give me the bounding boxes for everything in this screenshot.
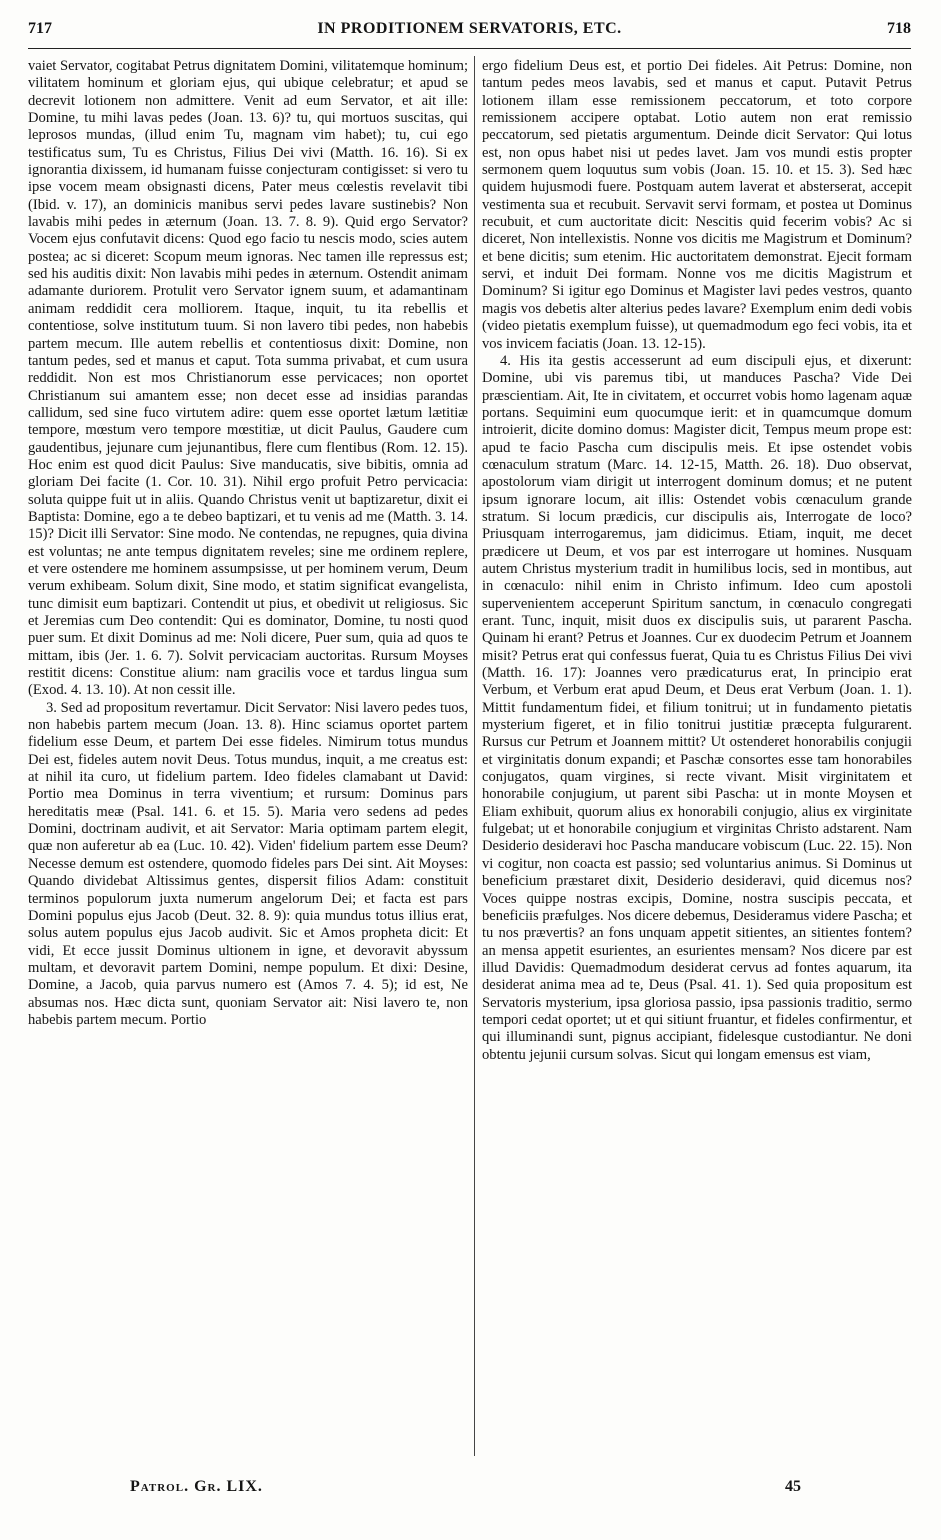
left-column <box>28 58 468 1456</box>
column-divider <box>474 56 475 1456</box>
paragraph: 4. His ita gestis accesserunt ad eum discipuli ejus, et dixerunt: Domine, ubi vis paremus tibi, ut manduces Pascha? Vide Dei præscientiam. Ait, Ite in civitatem, et occurret vobis homo lagenam aquæ portans. Sequimini eum quocumque ierit: et in quamcumque domum introierit, dicite domino domus: Magister dicit, Tempus meum prope est: apud te facio Pascha cum discipulis meis. Et ipse ostendet vobis cœnaculum stratum (Marc. 14. 12-15, Matth. 26. 18). Duo observat, apostolorum viam dirigit ut interrogent dominum domus; et ne putent ipsum ignorare locum, ait illis: Ostendet vobis cœnaculum grande stratum. Si locum prædicis, cur discipulis ais, Interrogate de loco? Priusquam interrogaremus, jam didicimus. Etiam, inquit, me decet prædicere ut Deum, et vos par est interrogare ut homines. Nusquam autem Christus mysterium tradit in humilibus locis, sed in montibus, aut in cœnaculo: nihil enim in Christo infimum. Ideo cum apostoli supervenientem acceperunt Spiritum sanctum, in cœnaculo congregati erant. Tunc, inquit, misit duos ex discipulis suis, ut pararent Pascha. Quinam hi erant? Petrus et Joannes. Cur ex duodecim Petrum et Joannem misit? Petrus erat qui confessus fuerat, Quia tu es Christus Filius Dei vivi (Matth. 16. 17): Joannes vero prædicaturus erat, In principio erat Verbum, et Verbum erat apud Deum, et Deus erat Verbum (Joan. 1. 1). Mittit fundamentum fidei, et filium tonitrui; ut in fundamento pietatis mysterium figeret, et in filio tonitrui justitiæ præcepta fulgurarent. Rursus cur Petrum et Joannem mittit? Ut ostenderet honorabilis conjugii et virginitatis donum expandi; et Paschæ consortes esse tam honorabiles conjugatos, quam virgines, si recte vivant. Misit virginitatem et honorabile conjugium, ut parent sibi Pascha: ut in monte Moysen et Eliam exhibuit, quorum alius ex honorabili conjugio, alius ex virginitate fulgebat; ut et honorabile conjugium et virginitas Christo adstarent. Nam Desiderio desideravi hoc Pascha manducare vobiscum (Luc. 22. 15). Non vi cogitur, non coacta est passio; sed voluntarius animus. Si Dominus ut beneficium præstaret dixit, Desiderio desideravi, quid dicemus nos? Voces quippe nostras excipis, Domine, nostra suscipis peccata, et beneficiis præfulges. Nos dicere debemus, Desideramus videre Pascha; et tu nos prævertis? an fons unquam appetit sitientes, an sitientes fontem? an mensa appetit esurientes, an esurientes mensam? Nos dicere par est illud Davidis: Quemadmodum desiderat cervus ad fontes aquarum, ita desiderat anima mea ad te, Deus (Psal. 41. 1). Sed quia propositum est Servatoris mysterium, ipsa gloriosa passio, ipsa passionis traditio, sermo tempori cedat oportet; ut et qui sitiunt fruantur, et fideles confirmentur, et qui illuminandi sunt, pignus accipiant, fidelesque custodiantur. Ne doni obtentu jejunii cursum solvas. Sicut qui longam emensus est viam, <box>482 352 912 1063</box>
paragraph: ergo fidelium Deus est, et portio Dei fideles. Ait Petrus: Domine, non tantum pedes meos lavabis, sed et manus et caput. Putavit Petrus lotionem illam esse remissionem peccatorum, et toto corpore remissionem accipere optabat. Lotio autem non erat remissio peccatorum, sed pietatis argumentum. Deinde dicit Servator: Qui lotus est, non opus habet nisi ut pedes lavet. Jam vos mundi estis propter sermonem quem loquutus sum vobis (Joan. 15. 10. et 15. 3). Sed hæc quidem hujusmodi fuere. Postquam autem laverat et absterserat, accepit vestimenta sua et recubuit. Servavit servi formam, et postea ut Dominus recubuit, et cum auctoritate dicit: Nescitis quid fecerim vobis? Ac si diceret, Non intellexistis. Nonne vos dicitis me Magistrum et Dominum? et bene dicitis; sum etenim. Hic auctoritatem demonstrat. Ejecit formam servi, et induit Dei formam. Nonne vos me dicitis Magistrum et Dominum? Si igitur ego Dominus et Magister lavi pedes vestros, quanto magis vos debetis alter alterius pedes lavare? Exemplum enim dedi vobis (video pietatis exemplum fuisse), ut quemadmodum ego feci vobis, ita et vos invicem faciatis (Joan. 13. 12-15). <box>482 58 912 352</box>
running-title: IN PRODITIONEM SERVATORIS, ETC. <box>317 20 622 37</box>
printer-signature: Patrol. Gr. LIX. <box>130 1478 263 1495</box>
header-rule <box>28 48 911 49</box>
page-footer <box>0 1478 941 1508</box>
page-number-left: 717 <box>28 20 52 37</box>
sheet-number: 45 <box>785 1478 801 1495</box>
paragraph: 3. Sed ad propositum revertamur. Dicit Servator: Nisi lavero pedes tuos, non habebis partem mecum (Joan. 13. 8). Hinc sciamus oportet partem fidelium esse Deum, et partem Dei esse fideles. Nimirum totus mundus Dei est, fideles autem novit Deus. Totus mundus, inquit, a me creatus est: at nihil ita curo, ut fidelium partem. Ideo fideles clamabant ut David: Portio mea Dominus in terra viventium; et rursum: Dominus pars hereditatis meæ (Psal. 141. 6. et 15. 5). Maria vero sedens ad pedes Domini, doctrinam audivit, et ait Servator: Maria optimam partem elegit, quæ non auferetur ab ea (Luc. 10. 42). Viden' fidelium partem esse Deum? Necesse demum est ostendere, quomodo fideles pars Dei sint. Ait Moyses: Quando dividebat Altissimus gentes, dispersit filios Adam: constituit terminos populorum juxta numerum angelorum Dei; et facta est pars Domini populus ejus Jacob (Deut. 32. 8. 9): quia mundus totus illius erat, solus autem populus ejus Jacob audivit. Sic et Amos propheta dicit: Et vidi, Et ecce jussit Dominus ultionem in igne, et devoravit abyssum multam, et devoravit partem Domini, nempe populum. Et dixi: Desine, Domine, a Jacob, quia parvus numero est (Amos 7. 4. 5); id est, Ne absumas nos. Hæc dicta sunt, quoniam Servator ait: Nisi lavero te, non habebis partem mecum. Portio <box>28 699 468 1028</box>
paragraph: vaiet Servator, cogitabat Petrus dignitatem Domini, vilitatemque hominum; vilitatem hominum et gloriam ejus, qui ubique celebratur; et apud se decrevit lotionem non admittere. Venit ad eum Servator, et ait ille: Domine, tu mihi lavas pedes (Joan. 13. 6)? tu, qui mortuos suscitas, qui leprosos mundas, (illud enim Tu, magnam vim habet); tu, cui ego testificatus sum, Tu es Christus, Filius Dei vivi (Matth. 16. 16). Si ex ignorantia dixissem, id humanam fuisse conjecturam contigisset: si vero tu ipse vocem meam obsignasti dicens, Pater meus cœlestis revelavit tibi (Ibid. v. 17), an dominicis manibus servi pedes lavare sustinebis? Non lavabis mihi pedes in æternum (Joan. 13. 7. 8. 9). Quid ergo Servator? Vocem ejus confutavit dicens: Quod ego facio tu nescis modo, scies autem postea; ac si diceret: Scopum meum ignoras. Nec tamen ille repressus est; sed his auditis dixit: Non lavabis mihi pedes in æternum. Ostendit animam adamante duriorem. Protulit vero Servator ignem suum, et adamantinam animam reddidit cera molliorem. Itaque, inquit, tu ita rebellis et contentiose, solve institutum tuum. Si non lavero tibi pedes, non habebis partem mecum. Ille autem rebellis et contentiosus dixit: Domine, non tantum pedes, sed et manus et caput. Tota summa privabat, et cum usura reddidit. Non est mos Christianorum esse pervicaces; non oportet Christianum sui amantem esse; non decet esse ad insidias parandas callidum, sed sine fuco virtutem adire: quem esse oportet lætum lætitiæ tempore, mœstum vero tempore mœstitiæ, ut dicit Paulus, Gaudere cum gaudentibus, jejunare cum jejunantibus, flere cum flentibus (Rom. 12. 15). Hoc enim est quod dicit Paulus: Sive manducatis, sive bibitis, omnia ad gloriam Dei facite (1. Cor. 10. 31). Nihil ergo profuit Petro pervicacia: soluta quippe fuit ut in aliis. Quando Christus venit ut baptizaretur, dixit ei Baptista: Domine, ego a te debeo baptizari, et tu venis ad me (Matth. 3. 14. 15)? Dicit illi Servator: Sine modo. Ne contendas, ne repugnes, quia divina est voluntas; ne ante tempus dignitatem reveles; sine me ordinem replere, et vere ostendere me hominem assumpsisse, ut per hominem verum, Deum verum exhibeam. Solum dixit, Sine modo, et statim significat evangelista, tunc dimisit eum baptizari. Contendit ut pius, et obedivit ut religiosus. Sic et Jeremias cum Deo contendit: Qui es dominator, Domine, tu nosti quod puer sum. Et dixit Dominus ad me: Noli dicere, Puer sum, quia ad quos te mittam, ibis (Jer. 1. 6. 7). Solvit pervicaciam auctoritas. Rursum Moyses restitit dicens: Constitue alium: nam gracilis voce et tardus lingua sum (Exod. 4. 13. 10). At non cessit ille. <box>28 58 468 699</box>
page-number-right: 718 <box>887 20 911 37</box>
right-column <box>482 58 912 1456</box>
